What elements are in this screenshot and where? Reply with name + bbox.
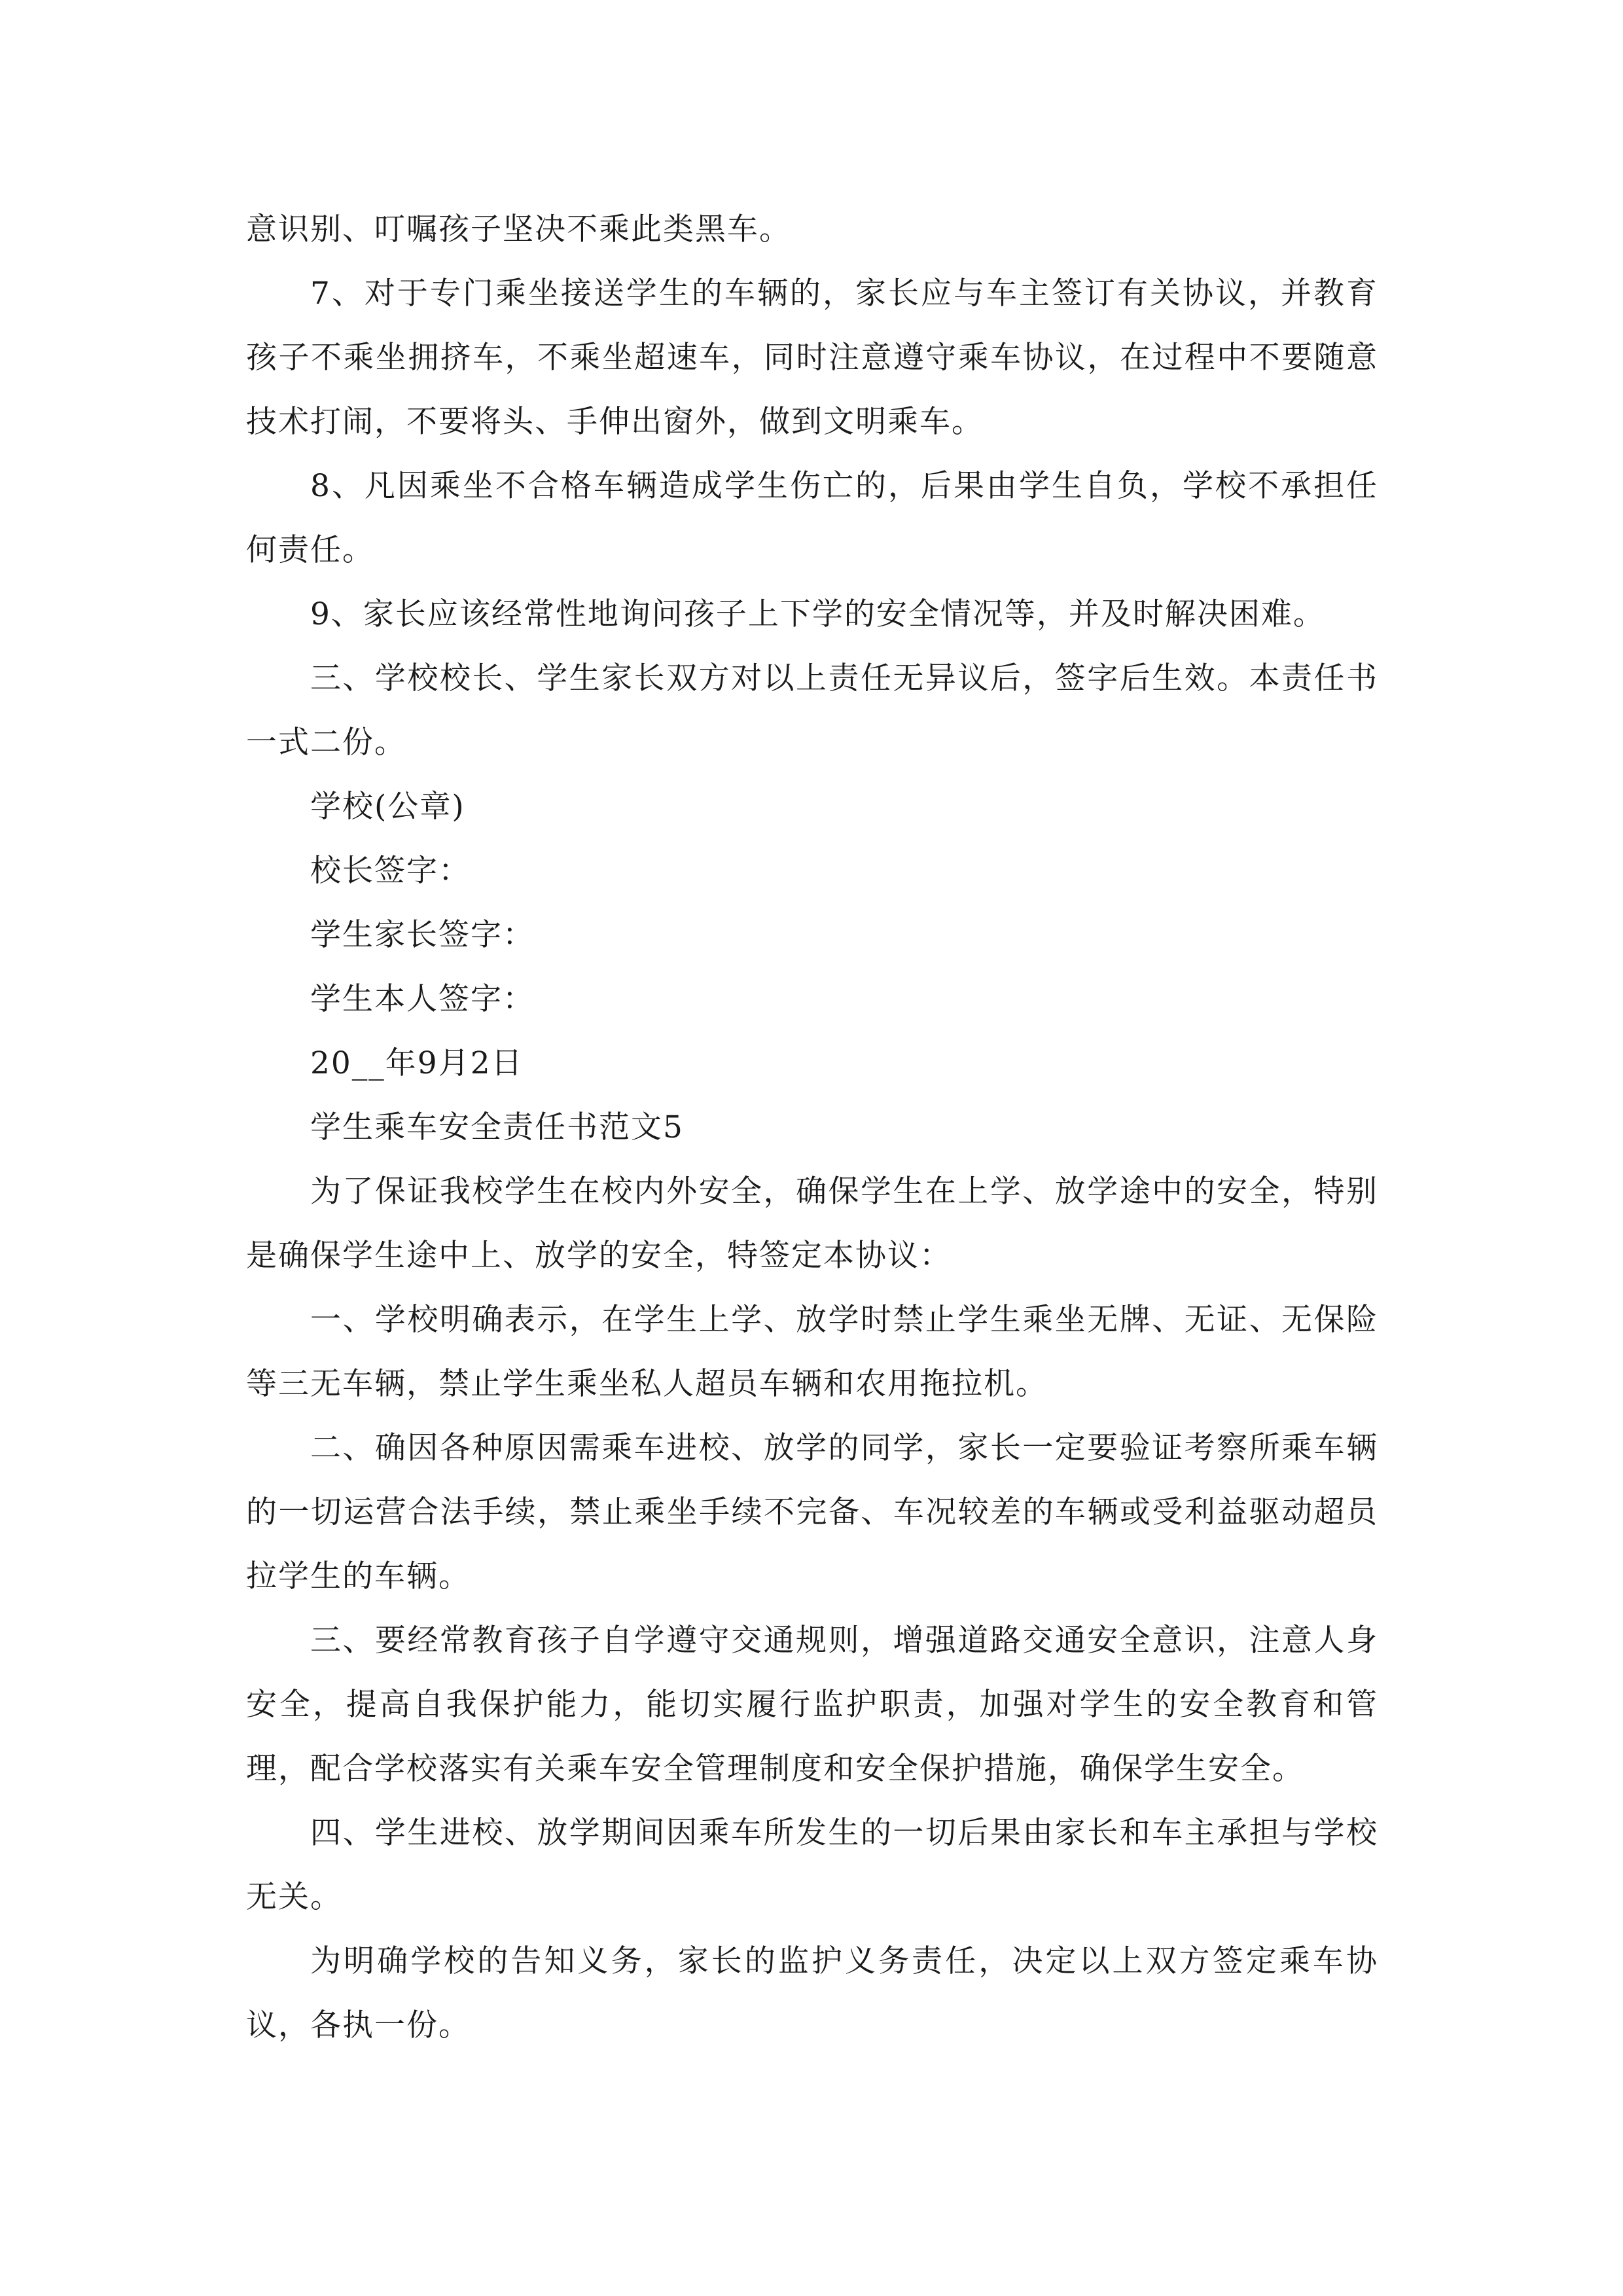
parent-signature-line: 学生家长签字： [310,917,535,953]
paragraph-item-7: 7、对于专门乘坐接送学生的车辆的，家长应与车主签订有关协议，并教育孩子不乘坐拥挤车，不乘坐超速车，同时注意遵守乘车协议，在过程中不要随意技术打闹，不要将头、手伸出窗外，做到文明乘车。 [246,276,1378,440]
paragraph-continuation: 意识别、叮嘱孩子坚决不乘此类黑车。 [246,211,791,247]
paragraph-clause-3: 三、要经常教育孩子自学遵守交通规则，增强道路交通安全意识，注意人身安全，提高自我保护能力，能切实履行监护职责，加强对学生的安全教育和管理，配合学校落实有关乘车安全管理制度和安全保护措施，确保学生安全。 [246,1623,1378,1787]
paragraph-section-3: 三、学校校长、学生家长双方对以上责任无异议后，签字后生效。本责任书一式二份。 [246,660,1378,761]
paragraph-intro: 为了保证我校学生在校内外安全，确保学生在上学、放学途中的安全，特别是确保学生途中上、放学的安全，特签定本协议： [246,1174,1378,1274]
school-seal-line: 学校(公章) [310,789,465,825]
section-title: 学生乘车安全责任书范文5 [310,1109,684,1145]
paragraph-item-9: 9、家长应该经常性地询问孩子上下学的安全情况等，并及时解决困难。 [310,596,1325,632]
paragraph-clause-1: 一、学校明确表示，在学生上学、放学时禁止学生乘坐无牌、无证、无保险等三无车辆，禁止学生乘坐私人超员车辆和农用拖拉机。 [246,1302,1378,1402]
paragraph-clause-2: 二、确因各种原因需乘车进校、放学的同学，家长一定要验证考察所乘车辆的一切运营合法手续，禁止乘坐手续不完备、车况较差的车辆或受利益驱动超员拉学生的车辆。 [246,1430,1378,1594]
document-body [246,198,1378,2058]
student-signature-line: 学生本人签字： [310,981,535,1017]
principal-signature-line: 校长签字： [310,853,471,889]
paragraph-clause-4: 四、学生进校、放学期间因乘车所发生的一切后果由家长和车主承担与学校无关。 [246,1815,1378,1915]
date-line: 20__年9月2日 [310,1045,524,1081]
paragraph-closing: 为明确学校的告知义务，家长的监护义务责任，决定以上双方签定乘车协议，各执一份。 [246,1943,1378,2043]
paragraph-item-8: 8、凡因乘坐不合格车辆造成学生伤亡的，后果由学生自负，学校不承担任何责任。 [246,468,1378,568]
